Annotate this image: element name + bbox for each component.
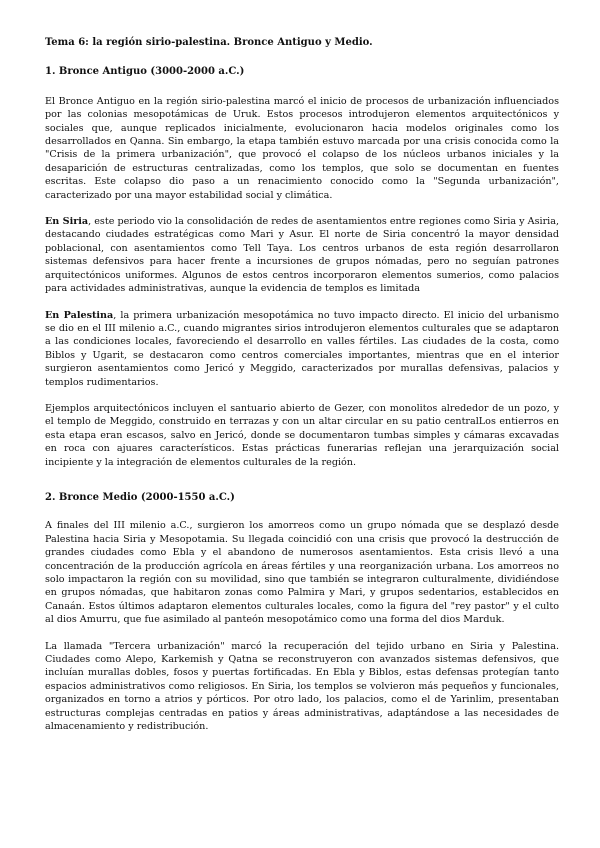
paragraph-ejemplos-arquitectonicos: Ejemplos arquitectónicos incluyen el santuario abierto de Gezer, con monolitos alrededor de un pozo, y el templo de Meggido, construido en terrazas y con un altar circular en su patio centralLos entierros en esta etapa eran escasos, salvo en Jericó, donde se documentaron tumbas simples y cámaras excavadas en roca con ajuares característicos. Estas prácticas funerarias reflejan una jerarquización social incipiente y la integración de elementos culturales de la región. bbox=[45, 402, 559, 468]
document-page bbox=[45, 36, 559, 746]
paragraph-palestina bbox=[45, 309, 559, 389]
section-heading-bronce-antiguo: 1. Bronce Antiguo (3000-2000 a.C.) bbox=[45, 66, 245, 78]
paragraph-siria bbox=[45, 215, 559, 295]
paragraph-bronce-antiguo-intro: El Bronce Antiguo en la región sirio-palestina marcó el inicio de procesos de urbanización influenciados por las colonias mesopotámicas de Uruk. Estos procesos introdujeron elementos arquitectónicos y sociales que, aunque replicados inicialmente, evolucionaron hacia modelos originales como los desarrollados en Qanna. Sin embargo, la etapa también estuvo marcada por una crisis conocida como la "Crisis de la primera urbanización", que provocó el colapso de los núcleos urbanos iniciales y la desaparición de estructuras centralizadas, como los templos, que solo se documentan en fuentes escritas. Este colapso dio paso a un renacimiento conocido como la "Segunda urbanización", caracterizado por una mayor estabilidad social y climática. bbox=[45, 95, 559, 201]
paragraph-lead-palestina: En Palestina bbox=[45, 309, 114, 321]
document-title: Tema 6: la región sirio-palestina. Bronce Antiguo y Medio. bbox=[45, 37, 373, 48]
paragraph-palestina-body: , la primera urbanización mesopotámica no tuvo impacto directo. El inicio del urbanismo se dio en el III milenio a.C., cuando migrantes sirios introdujeron elementos culturales que se adaptaron a las condiciones locales, favoreciendo el desarrollo en valles fértiles. Las ciudades de la costa, como Biblos y Ugarit, se destacaron como centros comerciales importantes, mientras que en el interior surgieron asentamientos como Jericó y Meggido, caracterizados por murallas defensivas, palacios y templos rudimentarios. bbox=[45, 309, 560, 388]
paragraph-siria-body: , este periodo vio la consolidación de redes de asentamientos entre regiones como Siria y Asiria, destacando ciudades estratégicas como Mari y Asur. El norte de Siria concentró la mayor densidad poblacional, con asentamientos como Tell Taya. Los centros urbanos de esta región desarrollaron sistemas defensivos para hacer frente a incursiones de grupos nómadas, pero no seguían patrones arquitectónicos uniformes. Algunos de estos centros incorporaron elementos sumerios, como palacios para actividades administrativas, aunque la evidencia de templos es limitada bbox=[45, 216, 559, 295]
paragraph-tercera-urbanizacion: La llamada "Tercera urbanización" marcó la recuperación del tejido urbano en Siria y Palestina. Ciudades como Alepo, Karkemish y Qatna se reconstruyeron con avanzados sistemas defensivos, que incluían murallas dobles, fosos y puertas fortificadas. En Ebla y Biblos, estas defensas protegían tanto espacios administrativos como religiosos. En Siria, los templos se volvieron más pequeños y funcionales, organizados en torno a atrios y pórticos. Por otro lado, los palacios, como el de Yarinlim, presentaban estructuras complejas centradas en patios y áreas administrativas, adaptándose a las necesidades de almacenamiento y redistribución. bbox=[45, 640, 559, 733]
paragraph-lead-siria: En Siria bbox=[45, 216, 89, 228]
section-heading-bronce-medio: 2. Bronce Medio (2000-1550 a.C.) bbox=[45, 491, 235, 503]
paragraph-amorreos: A finales del III milenio a.C., surgieron los amorreos como un grupo nómada que se desplazó desde Palestina hacia Siria y Mesopotamia. Su llegada coincidió con una crisis que provocó la destrucción de grandes ciudades como Ebla y el abandono de numerosos asentamientos. Esta crisis llevó a una concentración de la producción agrícola en áreas fértiles y una reorganización urbana. Los amorreos no solo impactaron la región con su movilidad, sino que también se integraron culturalmente, dividiéndose en grupos nómadas, que habitaron zonas como Palmira y Mari, y grupos sedentarios, establecidos en Canaán. Estos últimos adaptaron elementos culturales locales, como la figura del "rey pastor" y el culto al dios Amurru, que fue asimilado al panteón mesopotámico como una forma del dios Marduk. bbox=[45, 520, 559, 626]
